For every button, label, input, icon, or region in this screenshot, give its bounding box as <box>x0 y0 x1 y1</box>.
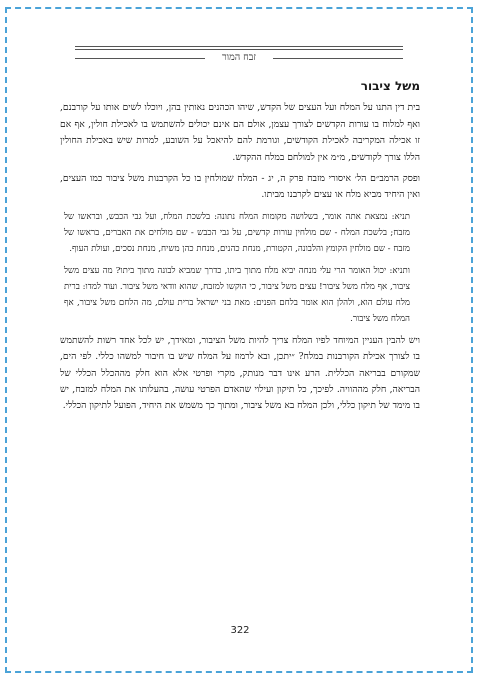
paragraph: בית דין התנו על המלח ועל העצים של הקדש, שיהו הכהנים נאותין בהן, ויוכלו לשים אותו על קורבנם, ואף למלוח בו עורות הקדשים לצורך עצמן, אולם הם אינם יכולים להשתמש בו לאכילת חולין, אף אם זו אכילה המקריבה לאכילת הקודשים, וגורמת להם להיאכל על השובע, למרות שיש באכילת החולין הללו צורך לקודשים, מ״מ אין למולחם במלח ההקדש. <box>60 102 420 163</box>
paragraph: ופסק הרמב״ם הל׳ איסורי מזבח פרק ה, יג - המלח שמולחין בו כל הקרבנות משל ציבור כמו העצים, ואין היחיד מביא מלח או עצים לקרבנו מביתו. <box>60 173 420 201</box>
running-header <box>75 46 403 66</box>
page-number: 322 <box>230 625 250 636</box>
quoted-passage: ותניא: יכול האומר הרי עלי מנחה יביא מלח מתוך ביתו, כדרך שמביא לבונה מתוך ביתו? מה עצים משל ציבור, אף מלח משל ציבור! עצים משל ציבור, כי הוקשו למזבח, שהוא וודאי משל ציבור. ועוד למדו: ברית מלח עולם הוא, ולהלן הוא אומר בלחם הפנים: מאת בני ישראל ברית עולם, מה הלחם משל ציבור, אף המלח משל ציבור. <box>64 265 410 324</box>
header-rule <box>75 46 403 47</box>
paragraph: ויש להבין העניין המיוחד לפיו המלח צריך להיות משל הציבור, ומאידך, יש לכל אחד רשות להשתמש בו לצורך אכילת הקורבנות במלח? ״יתכן, ובא לרמוז על המלח שיש בו חיבור למשהו כללי. לפי הים, שמקורם בבריאה הכללית. הרע אינו דבר מנותק, מקרי ופרטי אלא הוא חלק מההכלל הכללי של הבריאה, חלק מההוויה. לפיכך, כל תיקון ועילוי שהאדם הפרטי עושה, בהעלותו את המלח למזבח, יש בו מימד של תיקון כללי, ולכן המלח בא משל ציבור, ומתוך כך משמש את היחיד, הפועל לתיקון הכללי. <box>60 334 420 412</box>
header-title: זבח המור <box>221 52 257 63</box>
page-content <box>60 78 420 420</box>
quoted-passage: תניא: נמצאת אתה אומר, בשלושה מקומות המלח נתונה: בלשכת המלח, ועל גבי הכבש, ובראשו של מזבח; בלשכת המלח - שם מולחין עורות קדשים, על גבי הכבש - שם מולחים את האברים, בראשו של מזבח - שם מולחין הקומץ והלבונה, הקטורת, מנחת כהנים, מנחת כהן משיח, מנחת נסכים, ועולת העוף. <box>64 211 410 254</box>
section-title: משל ציבור <box>360 79 420 93</box>
header-rule <box>75 49 403 50</box>
